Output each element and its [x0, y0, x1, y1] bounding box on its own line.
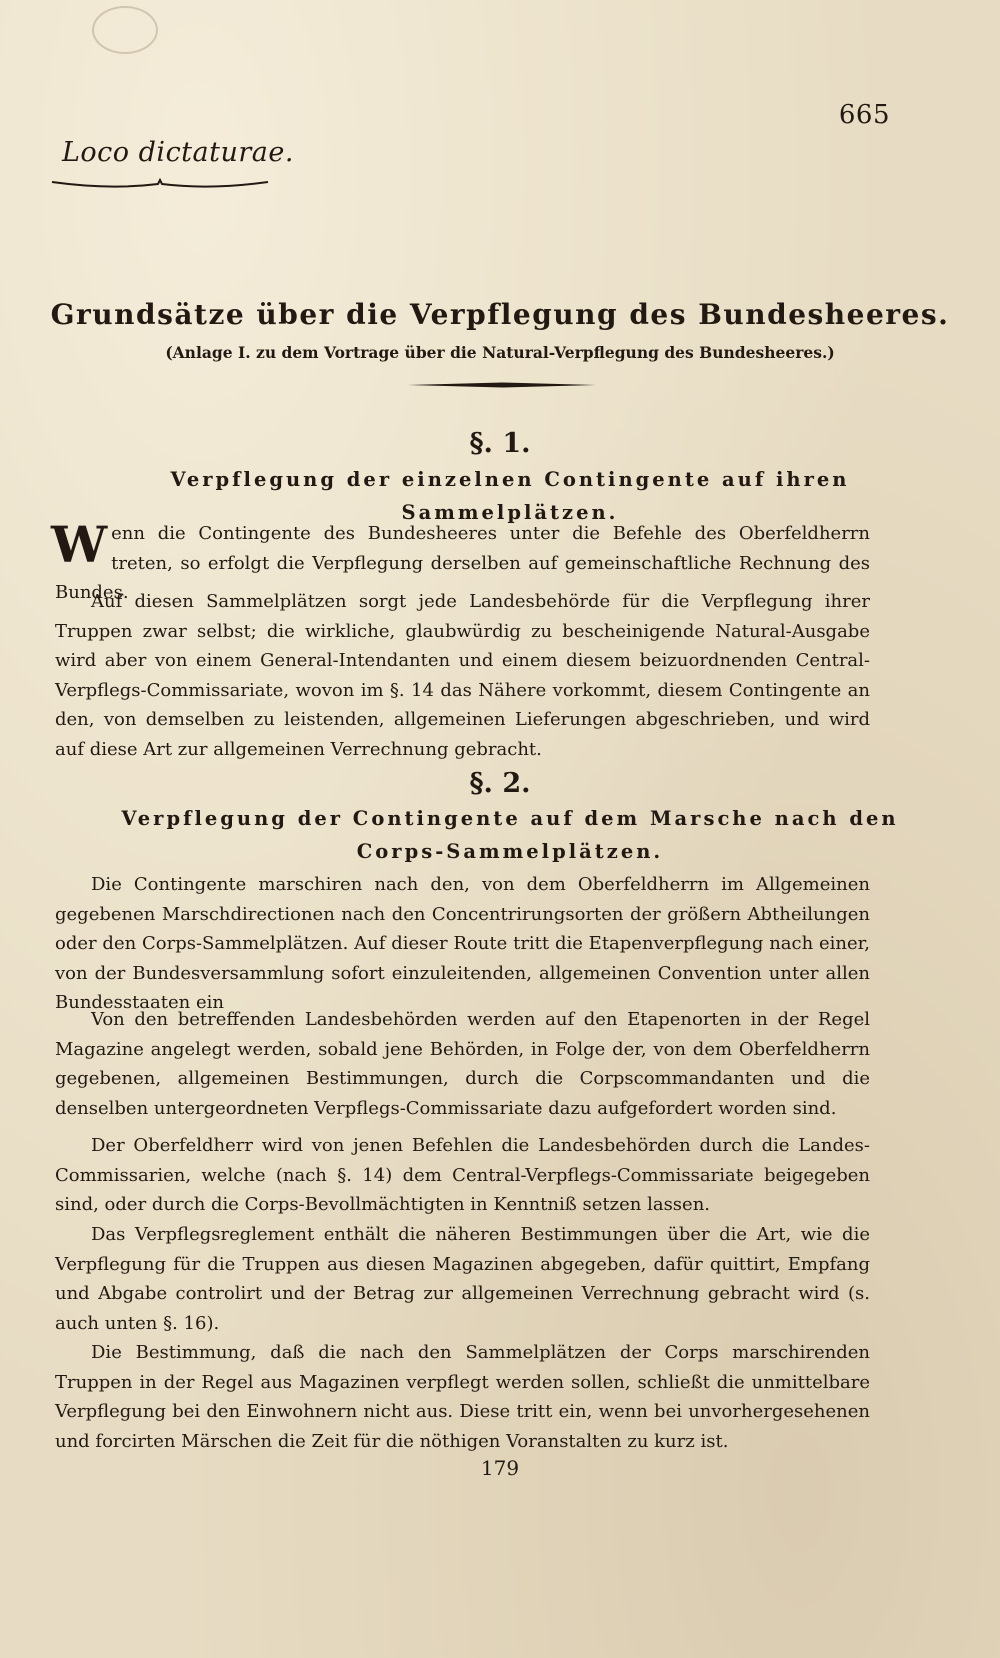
drop-cap: W	[51, 515, 108, 574]
paragraph	[55, 1005, 870, 1123]
paragraph-text: Auf diesen Sammelplätzen sorgt jede Landesbehörde für die Verpflegung ihrer Truppen zwar selbst; die wirkliche, glaubwürdig zu bescheinigende Natural-Ausgabe wird aber von einem General-Intendanten und einem diesem beizuordnenden Central-Verpflegs-Commissariate, wovon im §. 14 das Nähere vorkommt, diesem Contingente an den, von demselben zu leistenden, allgemeinen Lieferungen abgeschrieben, und wird auf diese Art zur allgemeinen Verrechnung gebracht.	[55, 591, 870, 760]
paragraph	[55, 870, 870, 1018]
paragraph	[55, 587, 870, 764]
header-ornament-rule	[50, 178, 270, 192]
section-title: Verpflegung der einzelnen Contingente auf ihren Sammelplätzen.	[170, 468, 850, 524]
paragraph-text: enn die Contingente des Bundesheeres unter die Befehle des Oberfeldherrn treten, so erfolgt die Verpflegung derselben auf gemeinschaftliche Rechnung des Bundes.	[55, 523, 870, 603]
title-divider	[408, 382, 596, 388]
document-subtitle: (Anlage I. zu dem Vortrage über die Natural-Verpflegung des Bundesheeres.)	[165, 343, 835, 362]
paragraph	[55, 1131, 870, 1220]
section-number: §. 2.	[469, 768, 531, 799]
paragraph-text: Der Oberfeldherr wird von jenen Befehlen die Landesbehörden durch die Landes-Commissarien, welche (nach §. 14) dem Central-Verpflegs-Commissariate beigegeben sind, oder durch die Corps-Bevollmächtigten in Kenntniß setzen lassen.	[55, 1135, 870, 1215]
section-number: §. 1.	[469, 428, 531, 459]
paragraph	[55, 1220, 870, 1338]
library-stamp	[92, 6, 158, 54]
paragraph	[55, 1338, 870, 1456]
document-title: Grundsätze über die Verpflegung des Bundesheeres.	[50, 298, 950, 331]
paragraph-text: Von den betreffenden Landesbehörden werden auf den Etapenorten in der Regel Magazine angelegt werden, sobald jene Behörden, in Folge der, von dem Oberfeldherrn gegebenen, allgemeinen Bestimmungen, durch die Corpscommandanten und die denselben untergeordneten Verpflegs-Commissariate dazu aufgefordert worden sind.	[55, 1009, 870, 1119]
paragraph-text: Das Verpflegsreglement enthält die näheren Bestimmungen über die Art, wie die Verpflegung für die Truppen aus diesen Magazinen abgegeben, dafür quittirt, Empfang und Abgabe controlirt und der Betrag zur allgemeinen Verrechnung gebracht wird (s. auch unten §. 16).	[55, 1224, 870, 1334]
section-title: Verpflegung der Contingente auf dem Marsche nach den Corps-Sammelplätzen.	[121, 807, 899, 863]
running-header: Loco dictaturae.	[62, 137, 294, 168]
paragraph-text: Die Bestimmung, daß die nach den Sammelplätzen der Corps marschirenden Truppen in der Regel aus Magazinen verpflegt werden sollen, schließt die unmittelbare Verpflegung bei den Einwohnern nicht aus. Diese tritt ein, wenn bei unvorhergesehenen und forcirten Märschen die Zeit für die nöthigen Voranstalten zu kurz ist.	[55, 1342, 870, 1452]
paragraph-text: Die Contingente marschiren nach den, von dem Oberfeldherrn im Allgemeinen gegebenen Marschdirectionen nach den Concentrirungsorten der größern Abtheilungen oder den Corps-Sammelplätzen. Auf dieser Route tritt die Etapenverpflegung nach einer, von der Bundesversammlung sofort einzuleitenden, allgemeinen Convention unter allen Bundesstaaten ein	[55, 874, 870, 1013]
signature-mark: 179	[480, 1456, 520, 1480]
page-number: 665	[838, 100, 890, 130]
